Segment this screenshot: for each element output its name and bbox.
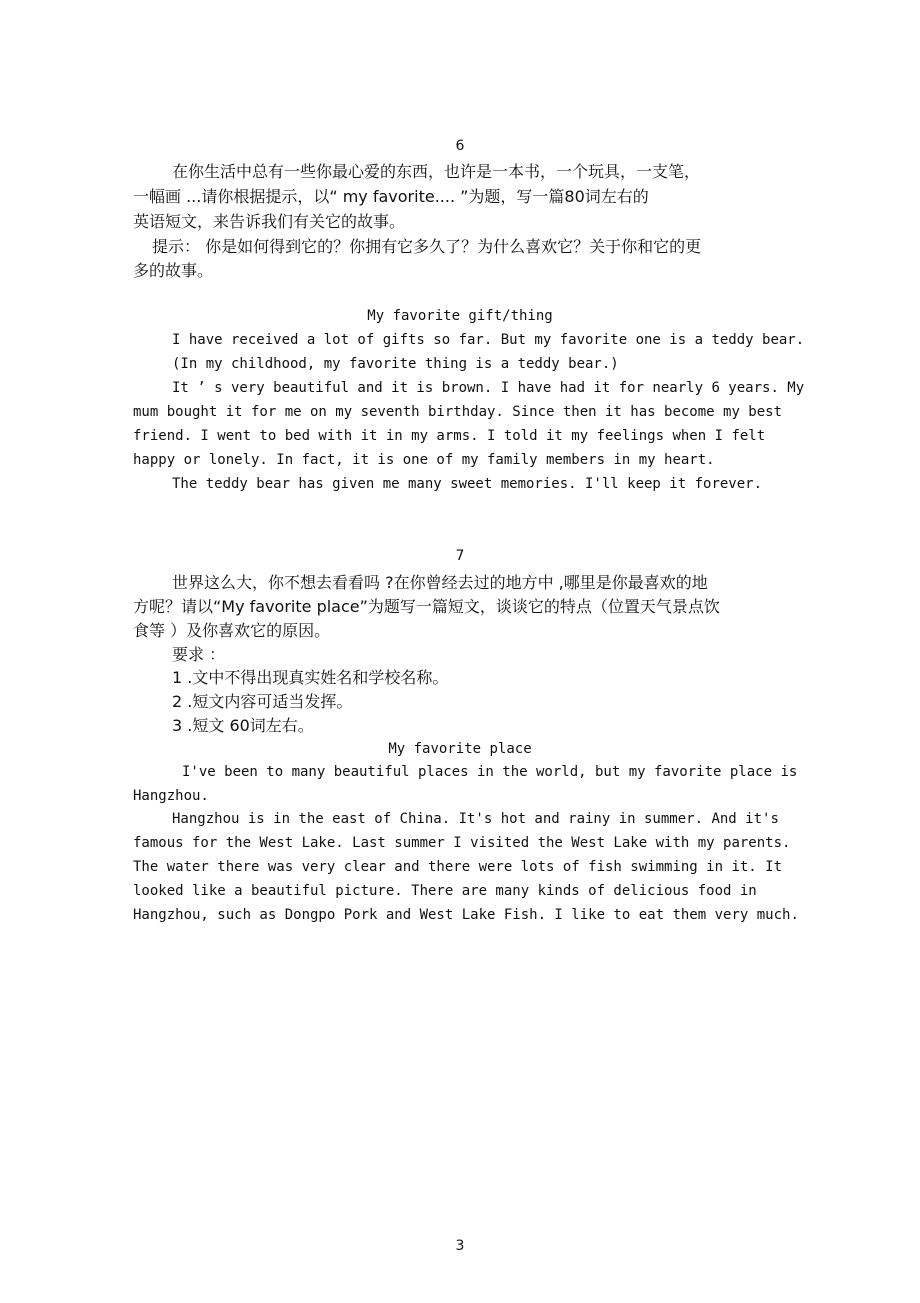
section-7-number: 7 [455, 548, 465, 564]
section-6-essay-line: mum bought it for me on my seventh birthday. Since then it has become my best [133, 404, 783, 420]
section-6-hint-line-1: 提示： 你是如何得到它的？你拥有它多久了？为什么喜欢它？关于你和它的更 [152, 237, 702, 256]
section-6-prompt-line-2: 一幅画 ...请你根据提示，以“ my favorite.... ”为题，写一篇80词左右的 [133, 187, 649, 206]
section-7-essay-line: looked like a beautiful picture. There are many kinds of delicious food in [133, 883, 757, 899]
section-7-essay-title: My favorite place [388, 741, 532, 757]
section-6-essay-line: (In my childhood, my favorite thing is a teddy bear.) [172, 356, 619, 372]
section-7-essay-line: Hangzhou. [133, 788, 209, 804]
section-7-essay-line: famous for the West Lake. Last summer I visited the West Lake with my parents. [133, 835, 791, 851]
section-6-essay-line: I have received a lot of gifts so far. But my favorite one is a teddy bear. [172, 332, 805, 348]
page-number: 3 [455, 1238, 465, 1254]
section-7-essay-line: I've been to many beautiful places in the world, but my favorite place is [182, 764, 798, 780]
section-6-essay-line: happy or lonely. In fact, it is one of my family members in my heart. [133, 452, 715, 468]
section-7-requirements-label: 要求 ： [172, 645, 226, 664]
section-6-prompt-line-3: 英语短文，来告诉我们有关它的故事。 [133, 212, 406, 231]
section-7-prompt-line-3: 食等 ）及你喜欢它的原因。 [133, 621, 331, 640]
section-6-essay-line: It ’ s very beautiful and it is brown. I have had it for nearly 6 years. My [172, 380, 805, 396]
section-6-hint-line-2: 多的故事。 [133, 261, 214, 280]
section-6-essay-line: The teddy bear has given me many sweet memories. I'll keep it forever. [172, 476, 763, 492]
section-6-essay-line: friend. I went to bed with it in my arms. I told it my feelings when I felt [133, 428, 766, 444]
section-6-essay-title: My favorite gift/thing [367, 308, 553, 324]
section-7-prompt-line-2: 方呢？请以“My favorite place”为题写一篇短文，谈谈它的特点（位置天气景点饮 [133, 597, 720, 616]
section-7-essay-line: Hangzhou, such as Dongpo Pork and West Lake Fish. I like to eat them very much. [133, 907, 799, 923]
section-7-prompt-line-1: 世界这么大，你不想去看看吗 ?在你曾经去过的地方中 ,哪里是你最喜欢的地 [172, 573, 708, 592]
section-6-number: 6 [455, 138, 465, 154]
section-7-requirement-item: 1 .文中不得出现真实姓名和学校名称。 [172, 668, 449, 687]
section-7-requirement-item: 3 .短文 60词左右。 [172, 716, 314, 735]
section-6-prompt-line-1: 在你生活中总有一些你最心爱的东西，也许是一本书，一个玩具，一支笔， [172, 162, 701, 181]
section-7-essay-line: The water there was very clear and there were lots of fish swimming in it. It [133, 859, 783, 875]
section-7-requirement-item: 2 .短文内容可适当发挥。 [172, 692, 353, 711]
section-7-essay-line: Hangzhou is in the east of China. It's hot and rainy in summer. And it's [172, 811, 779, 827]
